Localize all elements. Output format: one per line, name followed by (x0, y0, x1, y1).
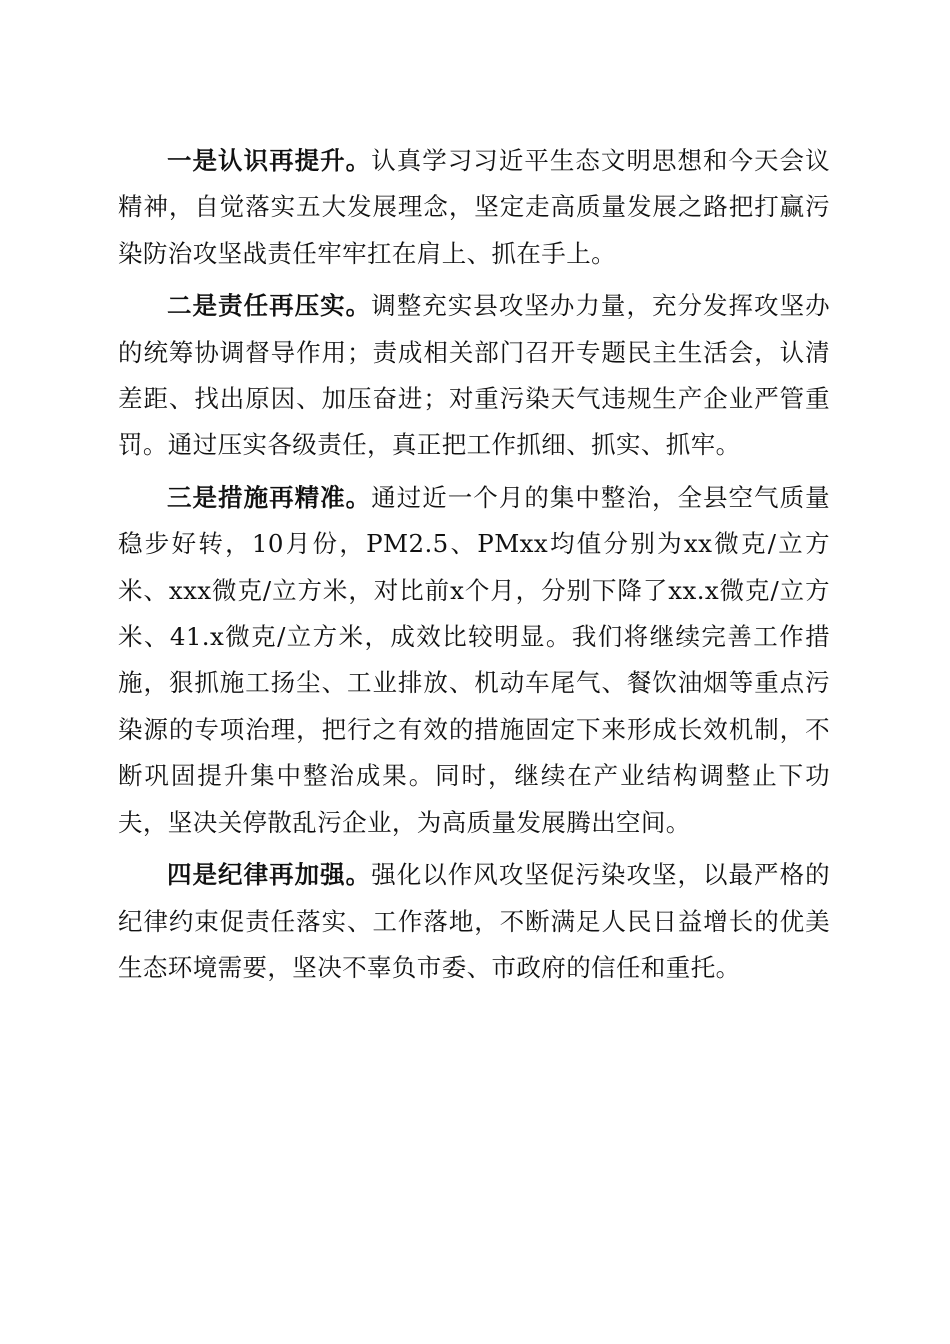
paragraph-3-lead: 三是措施再精准。 (167, 482, 372, 512)
paragraph-4 (118, 852, 830, 991)
paragraph-3 (118, 475, 830, 846)
paragraph-2-lead: 二是责任再压实。 (167, 291, 372, 321)
paragraph-1 (118, 138, 830, 277)
paragraph-4-lead: 四是纪律再加强。 (167, 860, 372, 890)
paragraph-1-lead: 一是认识再提升。 (167, 146, 372, 175)
paragraph-2 (118, 283, 830, 469)
paragraph-1-body: 认真学习习近平生态文明思想和今天会议精神，自觉落实五大发展理念，坚定走高质量发展之路把打赢污染防治攻坚战责任牢牢扛在肩上、抓在手上。 (118, 146, 831, 268)
paragraph-3-body: 通过近一个月的集中整治，全县空气质量稳步好转，10月份，PM2.5、PMxx均值分别为xx微克/立方米、xxx微克/立方米，对比前x个月，分别下降了xx.x微克/立方米、41.x微克/立方米，成效比较明显。我们将继续完善工作措施，狠抓施工扬尘、工业排放、机动车尾气、餐饮油烟等重点污染源的专项治理，把行之有效的措施固定下来形成长效机制，不断巩固提升集中整治成果。同时，继续在产业结构调整止下功夫，坚决关停散乱污企业，为高质量发展腾出空间。 (118, 482, 831, 837)
paragraph-4-body: 强化以作风攻坚促污染攻坚，以最严格的纪律约束促责任落实、工作落地，不断满足人民日益增长的优美生态环境需要，坚决不辜负市委、市政府的信任和重托。 (118, 860, 831, 982)
document-body (118, 138, 830, 991)
paragraph-2-body: 调整充实县攻坚办力量，充分发挥攻坚办的统筹协调督导作用；责成相关部门召开专题民主生活会，认清差距、找出原因、加压奋进；对重污染天气违规生产企业严管重罚。通过压实各级责任，真正把工作抓细、抓实、抓牢。 (118, 291, 831, 460)
